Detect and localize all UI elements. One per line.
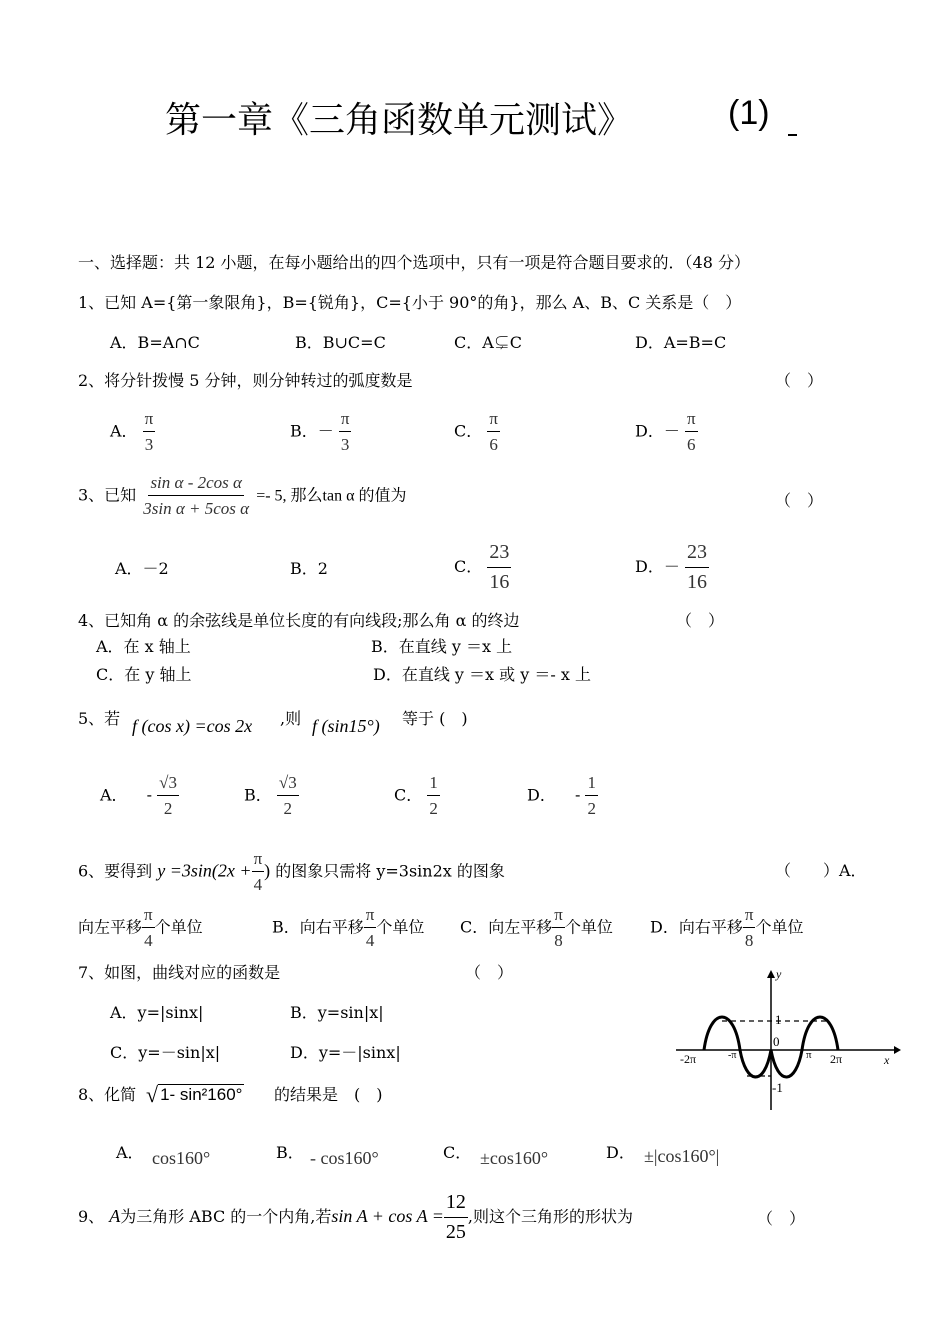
minus-sign: -	[574, 785, 581, 805]
fraction: $\frac{1}{2}$	[429, 773, 438, 819]
question-7-stem: 7、如图，曲线对应的函数是	[78, 963, 281, 982]
question-6-option-a	[78, 904, 203, 952]
question-6-prefix: 6、要得到	[78, 861, 153, 881]
question-6-paren: （ ）A．	[775, 861, 867, 880]
question-9-var: A	[109, 1206, 121, 1226]
question-3-suffix: =- 5, 那么tan α 的值为	[256, 487, 407, 505]
question-5-option-b	[244, 772, 299, 820]
fraction: $\frac{23}{16}$	[686, 541, 707, 593]
label-minus-one: -1	[772, 1080, 783, 1095]
option-unit: 个单位	[564, 917, 613, 937]
question-8-option-b-label: B．	[276, 1143, 304, 1162]
question-3-option-d	[635, 540, 709, 595]
section-heading: 一、选择题：共 12 小题，在每小题给出的四个选项中，只有一项是符合题目要求的．（48 分）	[78, 253, 750, 272]
question-5-option-d	[527, 772, 598, 820]
option-unit: 个单位	[376, 917, 425, 937]
question-3-stem	[78, 472, 407, 520]
question-5-expr1: f (cos x) =cos 2x	[132, 716, 253, 736]
fraction: $\frac{1}{2}$	[587, 773, 596, 819]
fraction: $\frac{\pi}{4}$	[253, 849, 263, 895]
question-7-option-d: D．y=－|sinx|	[290, 1043, 401, 1062]
question-5-option-c	[394, 772, 440, 820]
question-5-expr2: f (sin15°)	[312, 716, 380, 736]
question-1-option-c: C．A⊊C	[454, 333, 523, 352]
fraction: $\frac{\pi}{3}$	[144, 409, 154, 455]
question-1-option-d: D．A=B=C	[635, 333, 727, 352]
label-origin: 0	[773, 1034, 780, 1049]
question-7-option-a: A．y=|sinx|	[110, 1003, 204, 1022]
question-8-suffix: 的结果是 ( )	[274, 1085, 383, 1104]
title-underscore	[788, 134, 797, 136]
question-6-suffix: 的图象只需将 y=3sin2x 的图象	[275, 861, 505, 881]
question-9-expr: sin A + cos A =	[331, 1206, 444, 1226]
label-neg-2pi: -2π	[680, 1052, 697, 1066]
question-8-option-b: - cos160°	[310, 1148, 379, 1168]
minus-sign: -	[146, 785, 153, 805]
question-1-option-a: A．B=A∩C	[110, 333, 200, 352]
question-6-option-b	[272, 904, 424, 952]
question-4-option-c: C．在 y 轴上	[96, 665, 192, 684]
question-4-paren: （ ）	[676, 611, 725, 630]
question-3-option-a: A．－2	[115, 559, 169, 578]
fraction: $\frac{√3}{2}$	[159, 773, 177, 819]
page-subtitle: (1)	[728, 94, 770, 132]
option-label: C．	[394, 785, 423, 805]
option-label: B．－	[290, 421, 334, 441]
question-8-option-c-label: C．	[443, 1143, 472, 1162]
question-3-paren: （ ）	[775, 491, 824, 510]
question-8-prefix: 8、化简	[78, 1085, 137, 1104]
radical-icon: √	[146, 1082, 159, 1107]
question-7-graph	[672, 966, 902, 1114]
question-9-stem	[78, 1190, 633, 1245]
question-5-suffix: 等于 ( )	[402, 709, 468, 728]
option-text: C．向左平移	[460, 917, 553, 937]
question-4-option-b: B．在直线 y ＝x 上	[371, 637, 513, 656]
question-9-paren: （ ）	[757, 1209, 806, 1228]
question-1-option-b: B．B∪C=C	[295, 333, 386, 352]
label-one: 1	[775, 1012, 782, 1027]
fraction: $\frac{\pi}{8}$	[554, 905, 563, 951]
radicand: 1- sin²160°	[160, 1085, 243, 1104]
question-2-option-d	[635, 408, 698, 456]
question-8-option-d-label: D．	[606, 1143, 635, 1162]
question-4-option-d: D．在直线 y ＝x 或 y ＝- x 上	[373, 665, 591, 684]
question-5-option-a	[100, 772, 179, 820]
fraction: $\frac{23}{16}$	[489, 541, 510, 593]
label-pi: π	[806, 1049, 812, 1061]
question-2-option-b	[290, 408, 351, 456]
fraction: $\frac{\text{sin α - 2cos α}}{\text{3sin α + 5cos α}}$	[143, 473, 250, 519]
question-6-option-c	[460, 904, 613, 952]
fraction: $\frac{\pi}{8}$	[744, 905, 754, 951]
question-2-paren: （ ）	[775, 371, 824, 390]
question-2-option-a	[110, 408, 155, 456]
fraction: $\frac{\pi}{4}$	[365, 905, 375, 951]
option-label: C．	[454, 421, 483, 441]
fraction: $\frac{\pi}{4}$	[144, 905, 153, 951]
option-label: A．	[100, 785, 128, 805]
question-8-sqrt	[146, 1084, 244, 1106]
square-root	[146, 1084, 244, 1106]
question-7-option-c: C．y=－sin|x|	[110, 1043, 221, 1062]
x-axis-arrow	[894, 1046, 901, 1054]
question-9-mid: 为三角形 ABC 的一个内角,若	[120, 1207, 332, 1226]
question-5-prefix: 5、若	[78, 709, 121, 728]
fraction: $\frac{12}{25}$	[445, 1191, 466, 1243]
option-label: D．	[527, 785, 556, 805]
y-axis-label: y	[776, 967, 782, 981]
fraction: $\frac{\pi}{3}$	[340, 409, 350, 455]
x-axis-label: x	[884, 1053, 890, 1067]
option-unit: 个单位	[154, 917, 203, 937]
option-text: 向左平移	[78, 917, 143, 937]
question-8-option-a: cos160°	[152, 1148, 211, 1168]
fraction: $\frac{\pi}{6}$	[489, 409, 498, 455]
y-axis-arrow	[767, 970, 775, 978]
question-7-paren: （ ）	[465, 963, 514, 982]
question-9-suffix: ,则这个三角形的形状为	[467, 1207, 633, 1226]
option-label: D．－	[635, 421, 680, 441]
question-7-option-b: B．y=sin|x|	[290, 1003, 384, 1022]
question-5-mid: ,则	[280, 709, 302, 728]
question-2-stem: 2、将分针拨慢 5 分钟，则分钟转过的弧度数是	[78, 371, 413, 390]
option-text: D．向右平移	[650, 917, 743, 937]
option-label: B．	[244, 785, 272, 805]
question-3-option-c	[454, 540, 511, 595]
fraction: $\frac{\pi}{6}$	[686, 409, 696, 455]
option-label: C．	[454, 557, 483, 576]
question-6-expr: y =3sin(2x +	[157, 860, 252, 881]
fraction: $\frac{√3}{2}$	[278, 773, 297, 819]
question-2-option-c	[454, 408, 500, 456]
question-8-option-a-label: A．	[116, 1143, 144, 1162]
question-3-prefix: 3、已知	[78, 485, 137, 505]
option-text: B．向右平移	[272, 917, 364, 937]
question-1-stem: 1、已知 A={第一象限角}，B={锐角}，C={小于 90°的角}，那么 A、B、C 关系是（ ）	[78, 293, 742, 312]
question-8-option-d: ±|cos160°|	[644, 1146, 720, 1166]
question-4-stem: 4、已知角 α 的余弦线是单位长度的有向线段;那么角 α 的终边	[78, 611, 520, 630]
question-3-option-b: B．2	[290, 559, 328, 578]
page-title: 第一章《三角函数单元测试》	[165, 100, 634, 141]
question-9-prefix: 9、	[78, 1207, 105, 1226]
option-label: D．－	[635, 557, 680, 576]
question-6-expr-close: )	[264, 860, 271, 881]
question-6-stem	[78, 848, 505, 896]
option-unit: 个单位	[755, 917, 804, 937]
question-6-option-d	[650, 904, 803, 952]
question-8-option-c: ±cos160°	[480, 1148, 549, 1168]
curve-left	[704, 1017, 771, 1077]
label-2pi: 2π	[830, 1052, 843, 1066]
option-label: A．	[110, 421, 138, 441]
label-neg-pi: -π	[728, 1050, 737, 1061]
question-4-option-a: A．在 x 轴上	[96, 637, 191, 656]
